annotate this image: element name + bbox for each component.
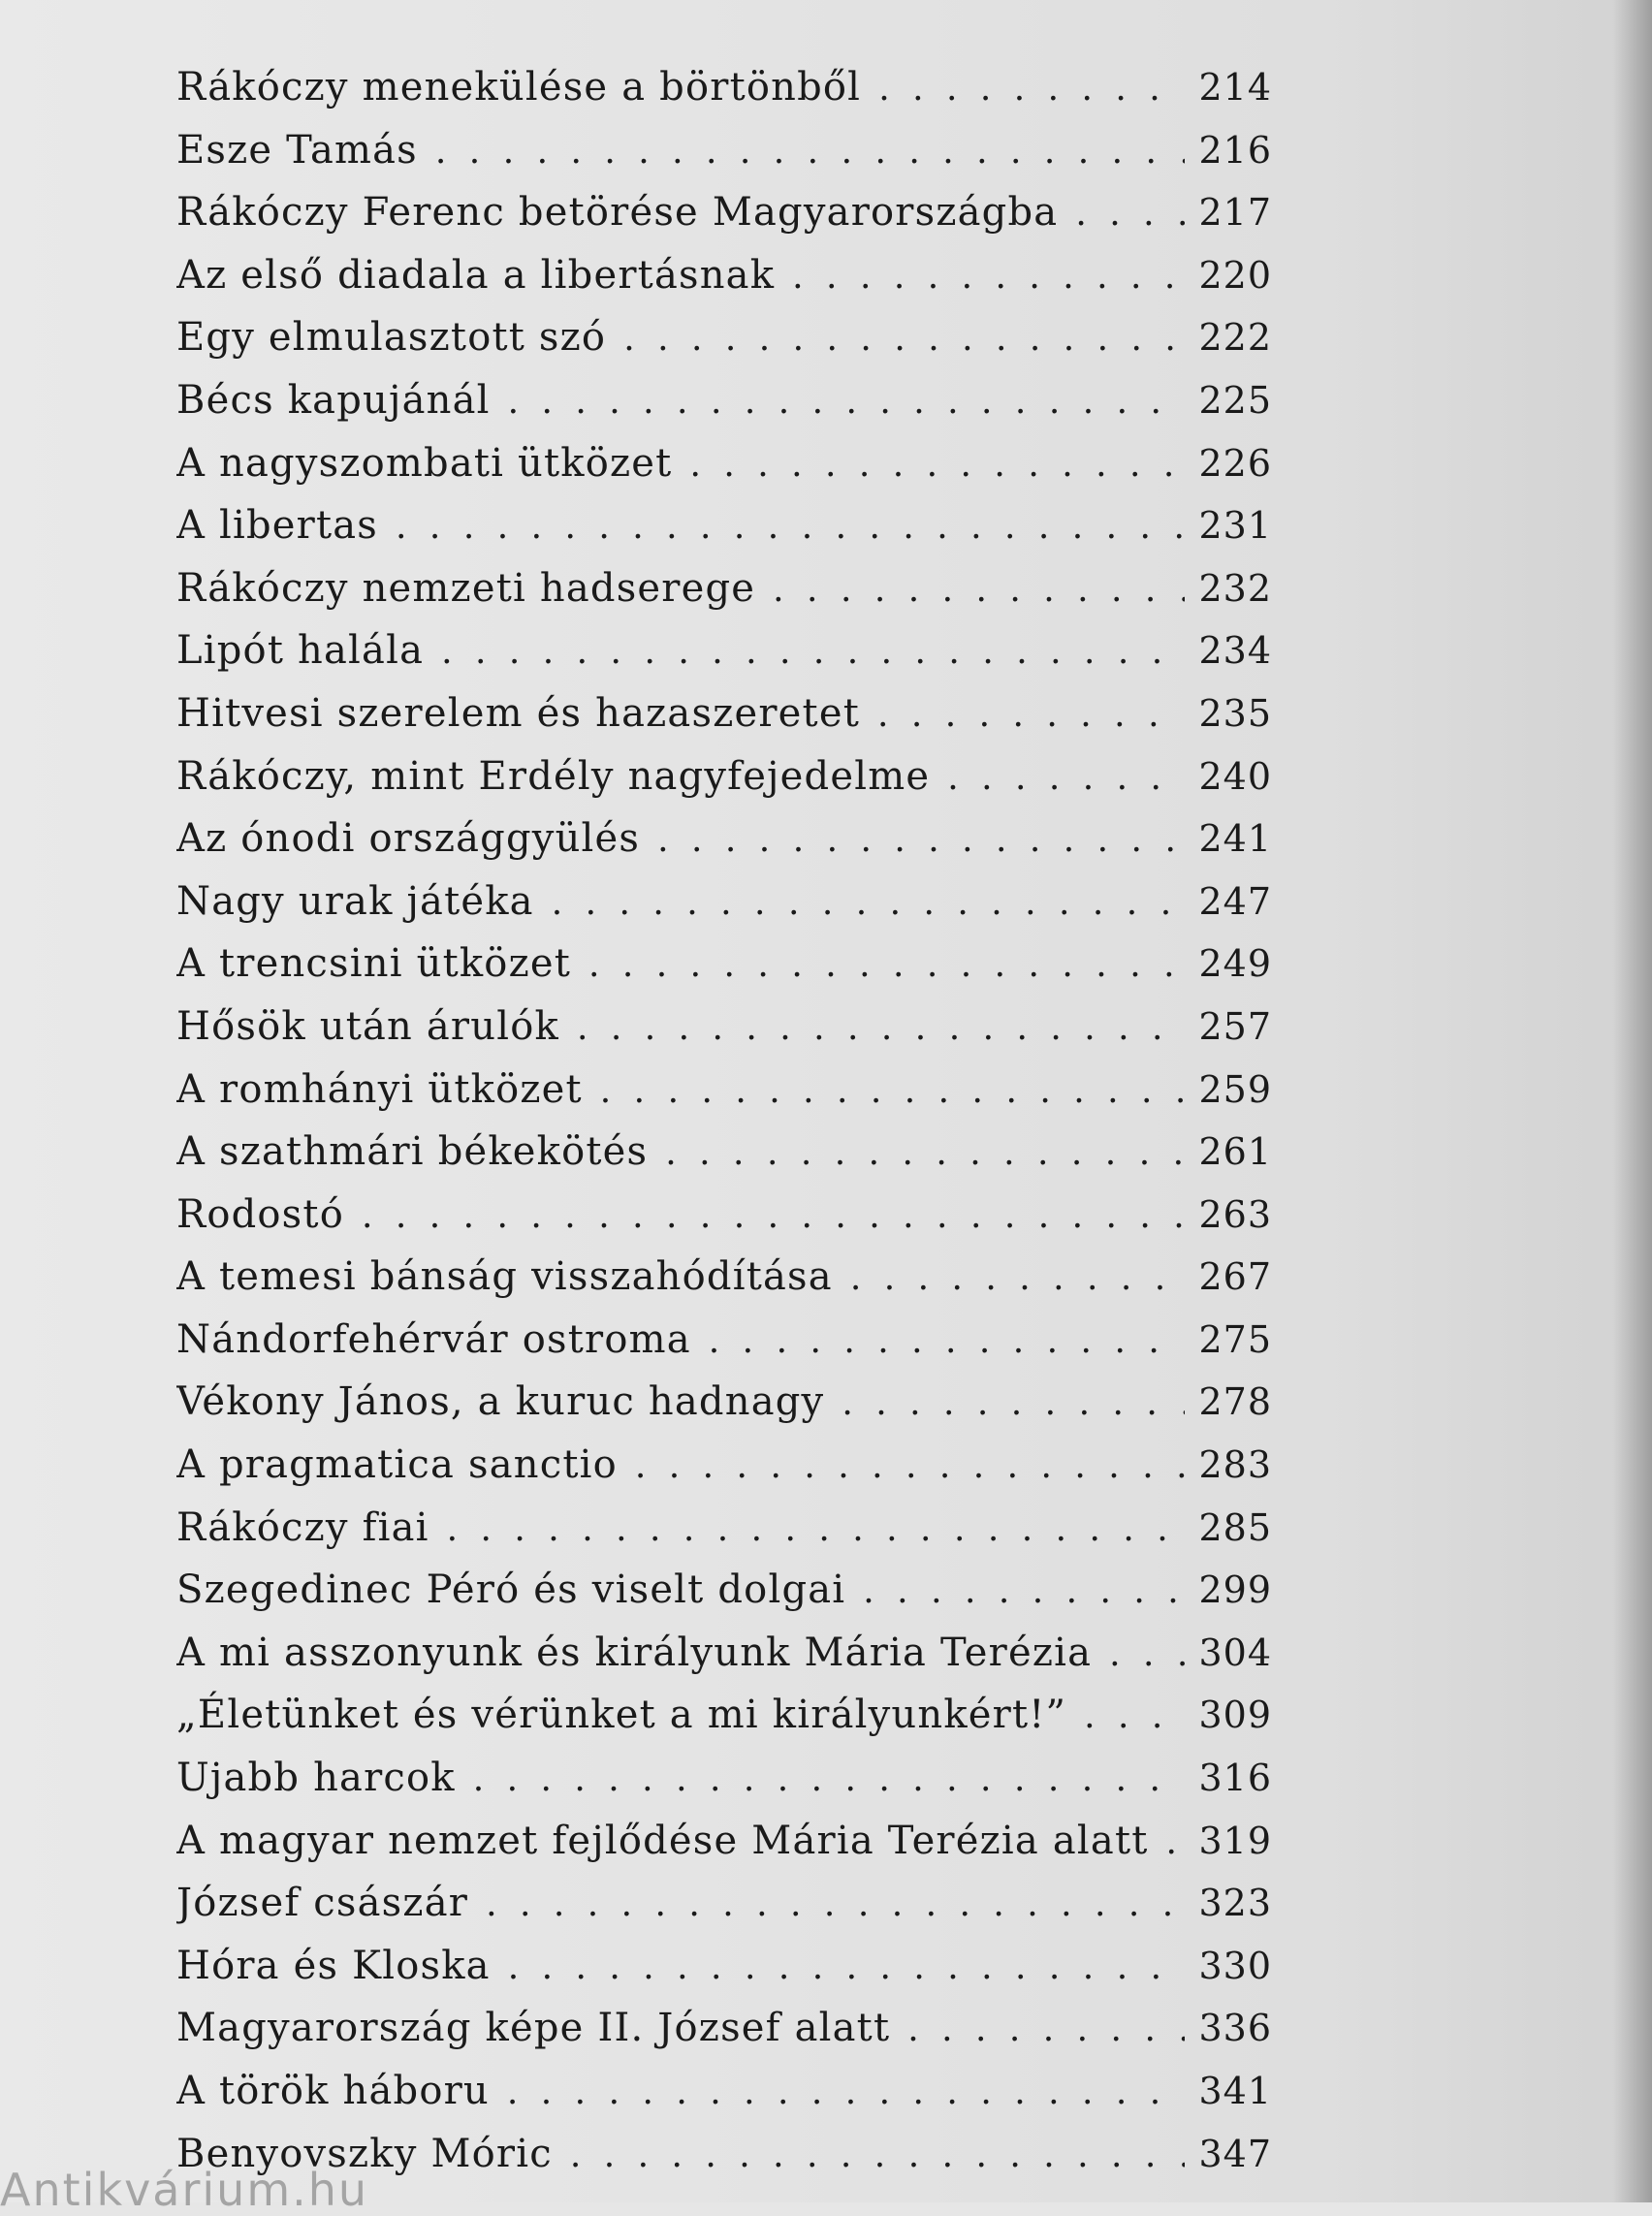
- toc-entry-page-number: 336: [1198, 2007, 1272, 2050]
- toc-entry-page-number: 347: [1198, 2132, 1272, 2175]
- toc-entry: [176, 1872, 1272, 1935]
- toc-entry-page-number: 247: [1198, 879, 1272, 923]
- toc-entry: [176, 1309, 1272, 1372]
- toc-entry: [176, 1935, 1272, 1998]
- toc-entry: [176, 682, 1272, 745]
- dot-leader: [424, 621, 1185, 682]
- toc-entry-title: „Életünket és vérünket a mi királyunkért!”: [176, 1693, 1067, 1738]
- toc-entry-title: Ujabb harcok: [176, 1756, 456, 1801]
- toc-entry: [176, 369, 1272, 432]
- toc-entry-page-number: 231: [1198, 504, 1272, 548]
- toc-entry: [176, 244, 1272, 307]
- toc-entry-page-number: 222: [1198, 316, 1272, 360]
- toc-entry-title: Hitvesi szerelem és hazaszeretet: [176, 690, 860, 736]
- toc-entry-title: Rákóczy nemzeti hadserege: [176, 565, 756, 611]
- dot-leader: [890, 1999, 1185, 2060]
- toc-entry-page-number: 257: [1198, 1004, 1272, 1048]
- toc-entry-page-number: 341: [1198, 2070, 1272, 2112]
- toc-entry-page-number: 275: [1198, 1317, 1272, 1361]
- toc-entry-title: Szegedinec Péró és viselt dolgai: [176, 1567, 846, 1613]
- dot-leader: [618, 1436, 1185, 1497]
- toc-entry-page-number: 234: [1198, 629, 1272, 673]
- dot-leader: [861, 58, 1185, 119]
- toc-entry: [176, 56, 1272, 119]
- toc-entry: [176, 1559, 1272, 1622]
- dot-leader: [378, 496, 1185, 557]
- dot-leader: [1066, 1686, 1185, 1747]
- toc-entry-title: Lipót halála: [176, 628, 425, 674]
- dot-leader: [491, 371, 1185, 432]
- toc-entry: [176, 1684, 1272, 1747]
- toc-entry-title: A mi asszonyunk és királyunk Mária Terézia: [176, 1630, 1093, 1675]
- toc-entry: [176, 1121, 1272, 1184]
- dot-leader: [640, 809, 1185, 871]
- dot-leader: [344, 1186, 1185, 1247]
- toc-entry-title: A pragmatica sanctio: [176, 1442, 618, 1488]
- toc-entry-title: József császár: [176, 1881, 469, 1926]
- dot-leader: [553, 2125, 1185, 2186]
- toc-entry-title: Rákóczy Ferenc betörése Magyarországba: [176, 190, 1059, 236]
- toc-entry-page-number: 263: [1198, 1192, 1272, 1236]
- toc-entry-page-number: 309: [1198, 1694, 1272, 1737]
- toc-entry-page-number: 304: [1198, 1630, 1272, 1674]
- toc-entry-page-number: 235: [1198, 691, 1272, 735]
- toc-entry-page-number: 299: [1198, 1568, 1272, 1612]
- dot-leader: [456, 1749, 1185, 1810]
- page-edge-shadow: [1613, 0, 1652, 2202]
- toc-entry: [176, 494, 1272, 557]
- toc-entry: [176, 807, 1272, 871]
- toc-entry-title: Hóra és Kloska: [176, 1943, 491, 1988]
- dot-leader: [833, 1248, 1185, 1309]
- toc-entry-page-number: 217: [1198, 191, 1272, 235]
- toc-entry-page-number: 232: [1198, 566, 1272, 610]
- toc-entry-title: Rákóczy menekülése a börtönből: [176, 65, 862, 110]
- dot-leader: [672, 434, 1185, 495]
- dot-leader: [429, 1499, 1185, 1560]
- toc-entry-page-number: 220: [1198, 253, 1272, 297]
- toc-entry-title: Rákóczy fiai: [176, 1504, 429, 1550]
- dot-leader: [691, 1311, 1185, 1372]
- toc-entry-page-number: 261: [1198, 1130, 1272, 1174]
- toc-entry-title: A szathmári békekötés: [176, 1129, 649, 1175]
- toc-entry: [176, 1747, 1272, 1810]
- toc-entry-title: Rákóczy, mint Erdély nagyfejedelme: [176, 753, 931, 799]
- toc-entry: [176, 119, 1272, 182]
- toc-entry: [176, 933, 1272, 996]
- toc-entry: [176, 996, 1272, 1059]
- toc-entry-title: Az első diadala a libertásnak: [176, 252, 776, 298]
- dot-leader: [1058, 183, 1185, 244]
- toc-entry: [176, 619, 1272, 682]
- toc-entry-page-number: 319: [1198, 1819, 1272, 1862]
- toc-entry-page-number: 283: [1198, 1443, 1272, 1487]
- dot-leader: [860, 684, 1185, 745]
- toc-entry-page-number: 285: [1198, 1505, 1272, 1549]
- toc-entry: [176, 181, 1272, 244]
- toc-entry-title: A romhányi ütközet: [176, 1066, 583, 1112]
- toc-entry-page-number: 214: [1198, 66, 1272, 109]
- toc-entry-page-number: 241: [1198, 817, 1272, 861]
- toc-entry-title: Magyarország képe II. József alatt: [176, 2006, 891, 2051]
- toc-entry-title: A magyar nemzet fejlődése Mária Terézia alatt: [176, 1818, 1149, 1863]
- toc-entry-page-number: 259: [1198, 1067, 1272, 1111]
- toc-entry-title: A török háboru: [176, 2069, 490, 2113]
- toc-entry-title: Esze Tamás: [176, 127, 418, 173]
- dot-leader: [1149, 1812, 1186, 1873]
- toc-entry-title: A libertas: [176, 503, 379, 549]
- dot-leader: [490, 2062, 1185, 2123]
- toc-entry-title: Benyovszky Móric: [176, 2131, 553, 2176]
- dot-leader: [571, 934, 1185, 996]
- toc-entry-title: Rodostó: [176, 1191, 344, 1237]
- dot-leader: [468, 1874, 1185, 1935]
- dot-leader: [534, 872, 1185, 934]
- toc-entry: [176, 871, 1272, 934]
- toc-entry-page-number: 240: [1198, 754, 1272, 798]
- toc-entry-page-number: 267: [1198, 1255, 1272, 1299]
- dot-leader: [930, 747, 1185, 808]
- toc-entry-page-number: 216: [1198, 128, 1272, 172]
- toc-entry-page-number: 323: [1198, 1882, 1272, 1925]
- toc-entry-title: Nándorfehérvár ostroma: [176, 1316, 691, 1362]
- toc-entry: [176, 2060, 1272, 2123]
- toc-entry-title: Vékony János, a kuruc hadnagy: [176, 1379, 825, 1425]
- toc-entry: [176, 1810, 1272, 1873]
- toc-entry-title: Hősök után árulók: [176, 1003, 559, 1049]
- dot-leader: [1092, 1624, 1185, 1685]
- toc-entry-page-number: 249: [1198, 942, 1272, 986]
- toc-entry: [176, 432, 1272, 495]
- toc-entry-page-number: 226: [1198, 441, 1272, 485]
- dot-leader: [583, 1061, 1185, 1122]
- toc-entry: [176, 745, 1272, 808]
- watermark-text: Antikvárium.hu: [0, 2164, 369, 2216]
- toc-entry-title: Nagy urak játéka: [176, 878, 534, 924]
- toc-entry-title: A temesi bánság visszahódítása: [176, 1254, 833, 1300]
- toc-entry-page-number: 330: [1198, 1944, 1272, 1987]
- toc-entry-title: Egy elmulasztott szó: [176, 315, 607, 361]
- toc-entry-title: A trencsini ütközet: [176, 941, 571, 987]
- toc-entry-page-number: 225: [1198, 378, 1272, 422]
- dot-leader: [755, 559, 1185, 620]
- toc-entry: [176, 306, 1272, 369]
- dot-leader: [606, 308, 1185, 369]
- toc-entry-title: A nagyszombati ütközet: [176, 440, 673, 486]
- dot-leader: [824, 1373, 1185, 1434]
- toc-entry-page-number: 278: [1198, 1380, 1272, 1424]
- dot-leader: [648, 1123, 1185, 1184]
- dot-leader: [559, 997, 1185, 1059]
- dot-leader: [491, 1937, 1185, 1998]
- toc-entry: [176, 1434, 1272, 1497]
- toc-entry: [176, 1497, 1272, 1560]
- dot-leader: [845, 1561, 1185, 1622]
- toc-entry-title: Bécs kapujánál: [176, 377, 491, 423]
- toc-entry: [176, 1371, 1272, 1434]
- toc-entry: [176, 557, 1272, 620]
- toc-entry: [176, 1622, 1272, 1685]
- dot-leader: [775, 246, 1185, 307]
- toc-entry: [176, 1997, 1272, 2060]
- toc-entry-page-number: 316: [1198, 1757, 1272, 1800]
- toc-entry: [176, 1246, 1272, 1309]
- toc-entry: [176, 1184, 1272, 1247]
- table-of-contents: [176, 56, 1272, 2185]
- toc-entry: [176, 1059, 1272, 1122]
- toc-entry-title: Az ónodi országgyülés: [176, 816, 641, 862]
- dot-leader: [418, 121, 1185, 182]
